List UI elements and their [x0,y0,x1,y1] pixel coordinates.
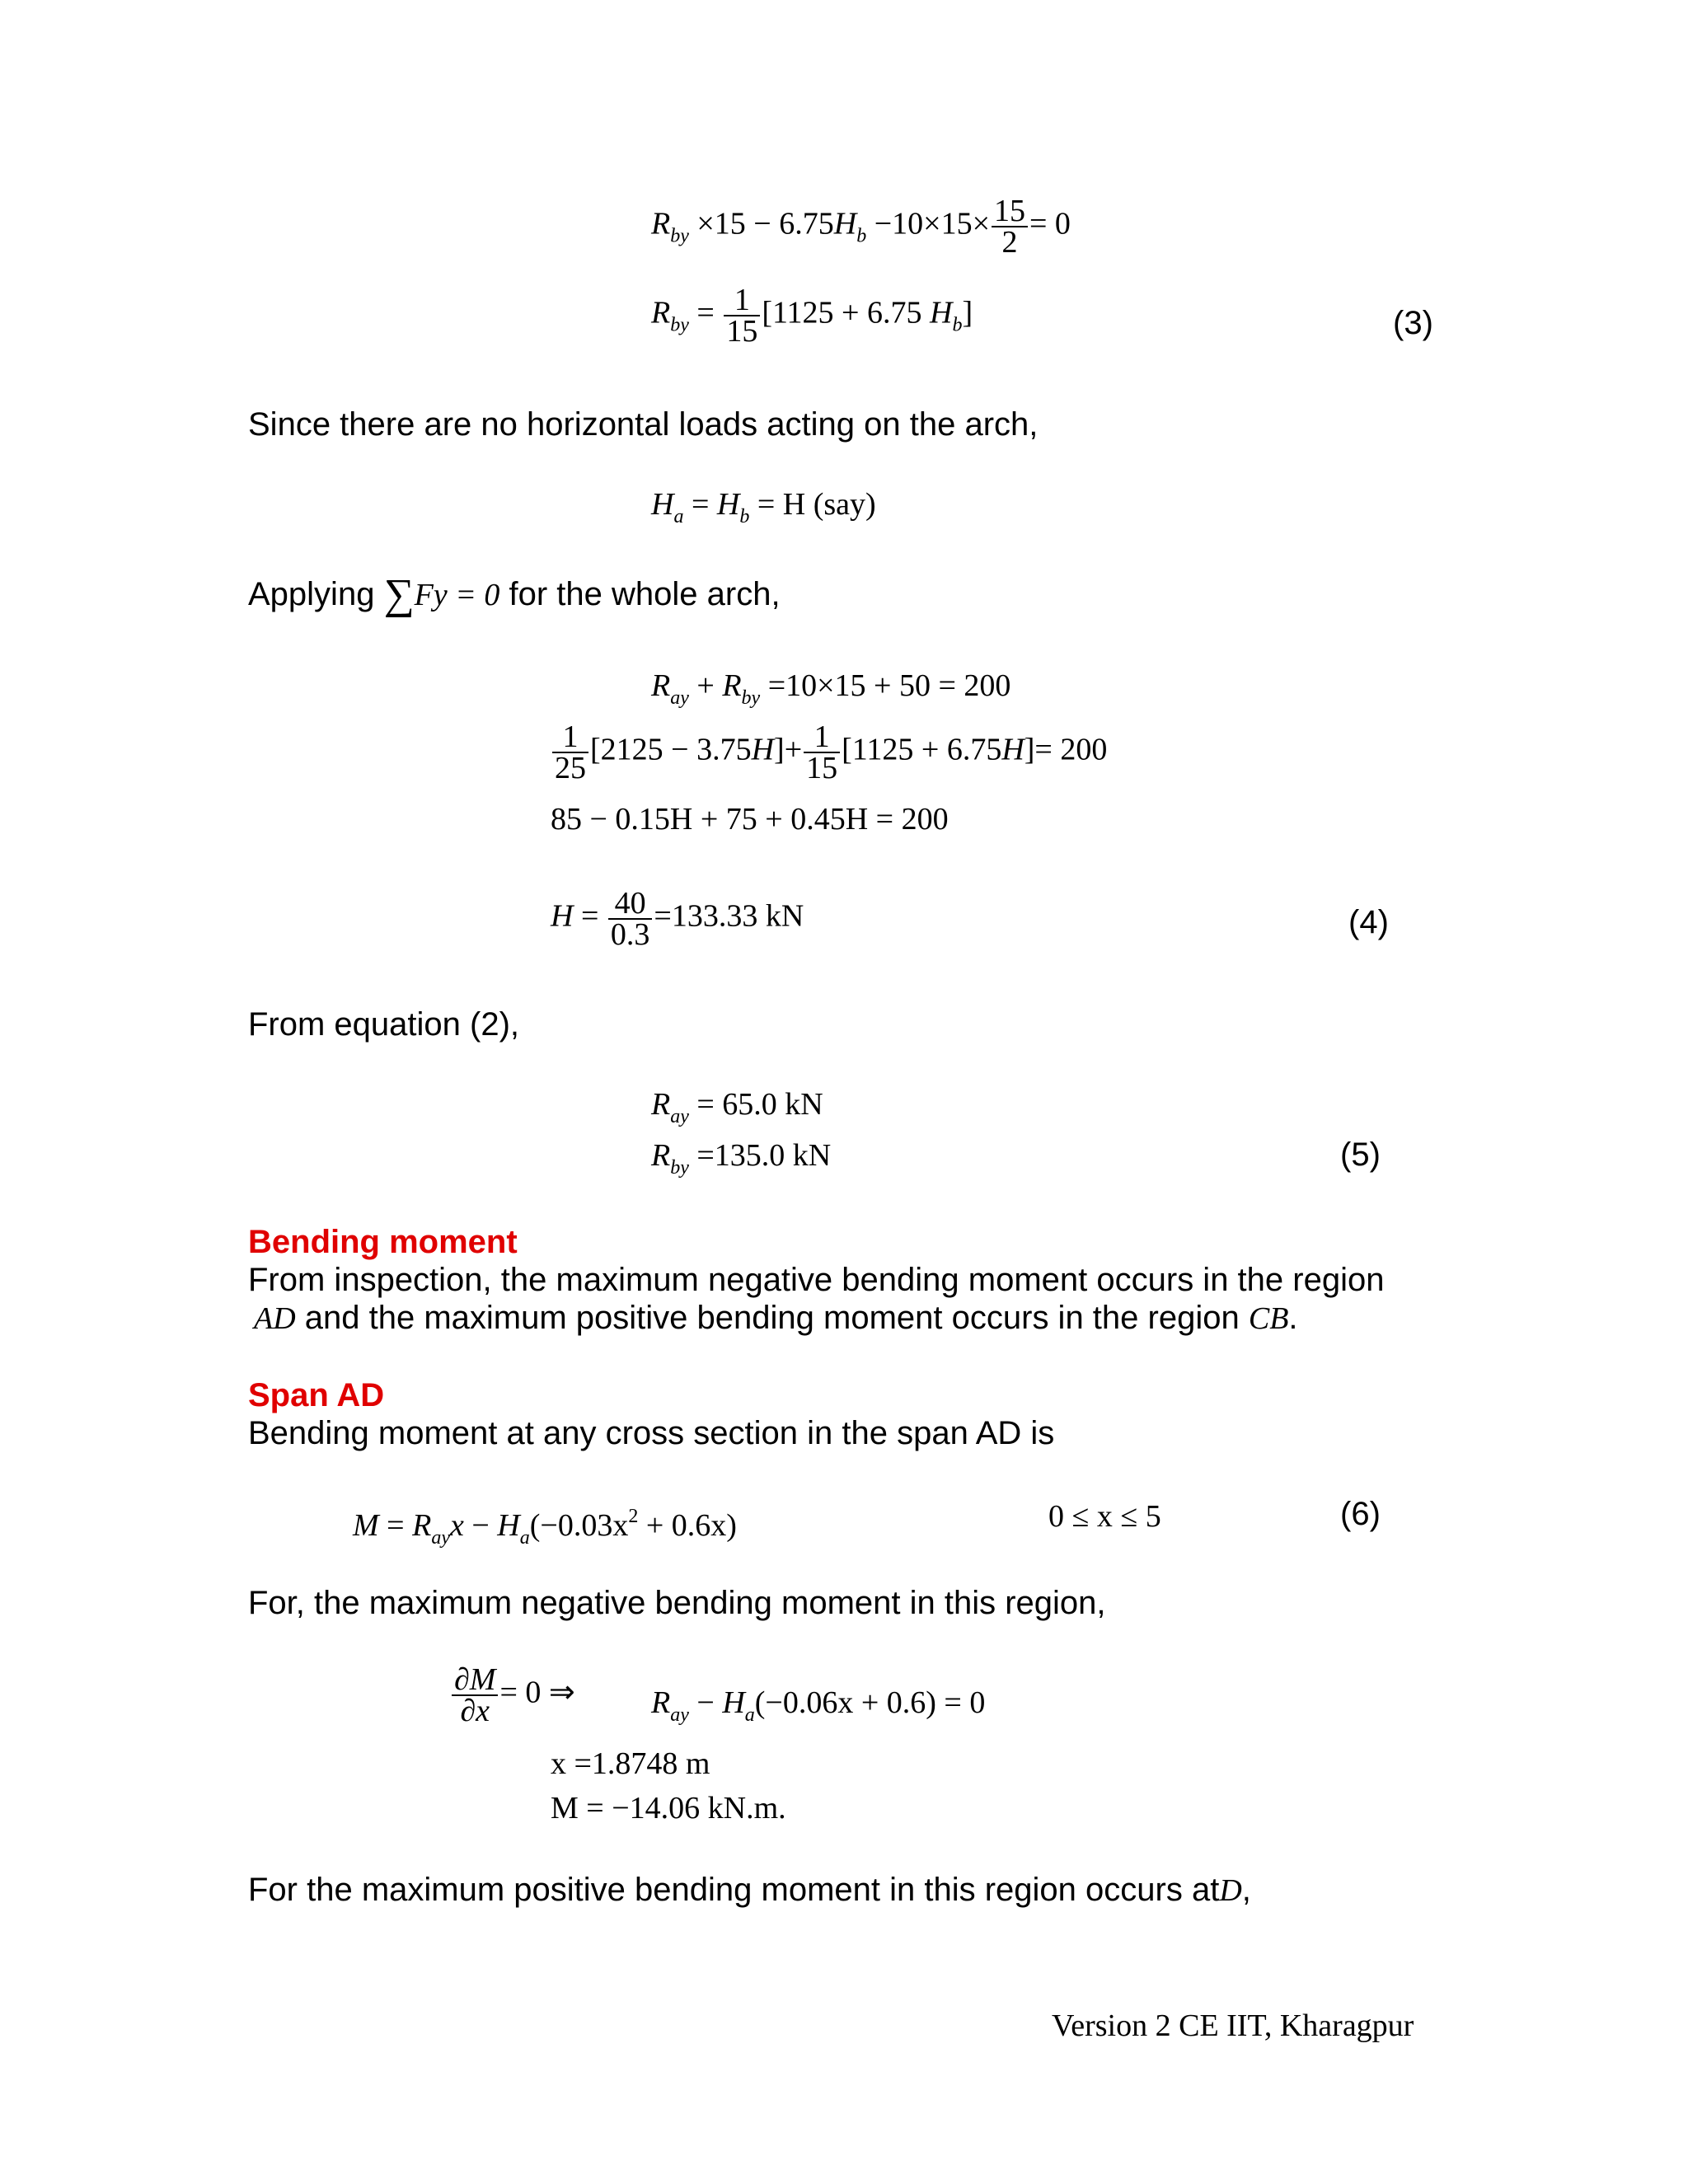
paragraph-max-positive: For the maximum positive bending moment in this region occurs atD, [248,1872,1251,1908]
equation-derivative: $\frac{\partial M}{\partial x}$ = 0 ⇒ [450,1665,575,1726]
equation-simplified: 85 − 0.15H + 75 + 0.45H = 200 [551,802,949,837]
equation-m-value: M = −14.06 kN.m. [551,1791,786,1825]
equation-derivative-rhs: $R_{ay} - H_a(-0.06x + 0.6) = 0$ [651,1685,986,1726]
equation-number-4: (4) [1348,904,1389,940]
equation-rby-value: $R_{by} =135.0$ kN [651,1138,832,1179]
paragraph-inspection-line2: AD and the maximum positive bending moment occurs in the region CB. [254,1300,1298,1336]
paragraph-inspection-line1: From inspection, the maximum negative bending moment occurs in the region [248,1262,1385,1298]
equation-substituted: $\frac{1}{25}$ [2125 − 3.75H]+ $\frac{1}{15}$ [1125 + 6.75H]= 200 [551,722,1107,783]
heading-span-ad: Span AD [248,1377,385,1413]
equation-rby-moment: $R_{by} \times 15 - 6.75H_b -10\times 15\times$ $\frac{15}{2}$ = 0 [651,194,1071,260]
equation-rby: $R_{by}$ = $\frac{1}{15}$ [1125 + 6.75 $H_b$] [651,283,973,349]
equation-number-3: (3) [1393,305,1433,341]
paragraph-applying: Applying ∑Fy = 0 for the whole arch, [248,571,781,618]
equation-number-6: (6) [1340,1496,1381,1532]
paragraph-max-negative: For, the maximum negative bending moment in this region, [248,1585,1106,1621]
paragraph-no-horizontal: Since there are no horizontal loads acting on the arch, [248,406,1039,443]
equation-moment-range: 0 ≤ x ≤ 5 [1048,1499,1161,1534]
equation-x-value: x =1.8748 m [551,1746,710,1781]
paragraph-from-equation: From equation (2), [248,1006,520,1043]
equation-sum-reactions: $R_{ay} + R_{by} =10\times 15 + 50 = 200$ [651,668,1011,709]
equation-ray-value: $R_{ay} = 65.0$ kN [651,1087,823,1127]
paragraph-span-ad: Bending moment at any cross section in the span AD is [248,1415,1055,1451]
equation-number-5: (5) [1340,1137,1381,1173]
equation-h-equal: $H_a = H_b = H$ (say) [651,487,876,527]
equation-moment: $M = R_{ay}x - H_a(-0.03x^2 + 0.6x)$ [353,1506,737,1549]
equation-h-value: H = $\frac{40}{0.3}$ =133.33 kN [551,886,804,952]
heading-bending-moment: Bending moment [248,1224,518,1260]
page-footer: Version 2 CE IIT, Kharagpur [1052,2008,1414,2043]
